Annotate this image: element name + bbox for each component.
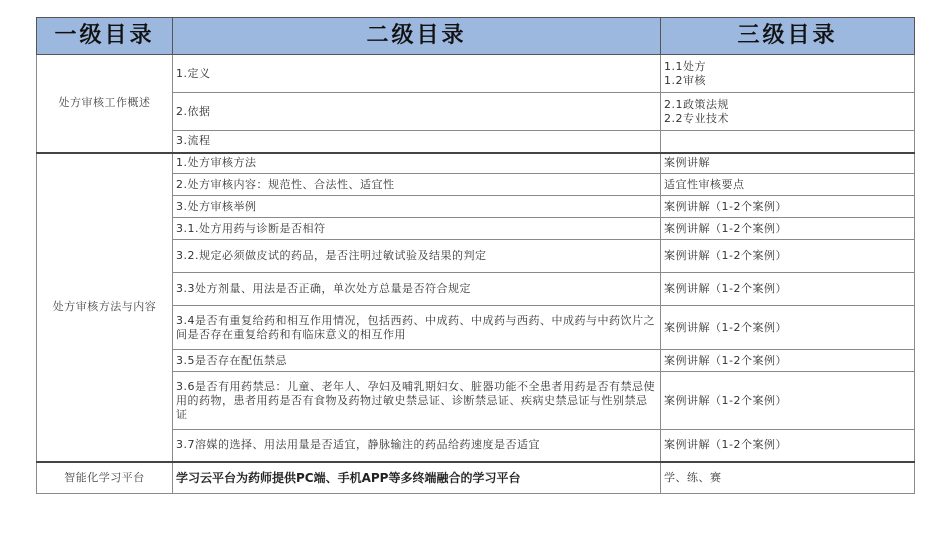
level3-cell: 案例讲解（1-2个案例）: [661, 306, 915, 350]
header-level2: 二级目录: [173, 18, 661, 55]
level3-cell: [661, 131, 915, 153]
course-outline-table: [36, 17, 915, 494]
level3-cell: 2.1政策法规 2.2专业技术: [661, 93, 915, 131]
level2-cell: 2.处方审核内容：规范性、合法性、适宜性: [173, 174, 661, 196]
level3-cell: 案例讲解: [661, 153, 915, 174]
level2-cell: 1.处方审核方法: [173, 153, 661, 174]
level3-cell: 案例讲解（1-2个案例）: [661, 430, 915, 462]
level3-cell: 1.1处方 1.2审核: [661, 55, 915, 93]
level2-cell: 3.1.处方用药与诊断是否相符: [173, 218, 661, 240]
table-row: [37, 153, 915, 174]
table-row: [37, 55, 915, 93]
level2-cell: 3.4是否有重复给药和相互作用情况，包括西药、中成药、中成药与西药、中成药与中药饮片之间是否存在重复给药和有临床意义的相互作用: [173, 306, 661, 350]
level3-cell: 案例讲解（1-2个案例）: [661, 372, 915, 430]
level2-cell: 2.依据: [173, 93, 661, 131]
level3-cell: 案例讲解（1-2个案例）: [661, 218, 915, 240]
level2-cell: 3.6是否有用药禁忌：儿童、老年人、孕妇及哺乳期妇女、脏器功能不全患者用药是否有禁忌使用的药物，患者用药是否有食物及药物过敏史禁忌证、诊断禁忌证、疾病史禁忌证与性别禁忌证: [173, 372, 661, 430]
header-level1: 一级目录: [37, 18, 173, 55]
level3-cell: 案例讲解（1-2个案例）: [661, 240, 915, 273]
level3-cell: 案例讲解（1-2个案例）: [661, 196, 915, 218]
header-row: [37, 18, 915, 55]
level3-cell: 案例讲解（1-2个案例）: [661, 273, 915, 306]
level2-cell: 3.处方审核举例: [173, 196, 661, 218]
level1-cell: 智能化学习平台: [37, 462, 173, 494]
level1-cell: 处方审核方法与内容: [37, 153, 173, 462]
level1-cell: 处方审核工作概述: [37, 55, 173, 153]
level2-cell: 学习云平台为药师提供PC端、手机APP等多终端融合的学习平台: [173, 462, 661, 494]
level2-cell: 3.2.规定必须做皮试的药品，是否注明过敏试验及结果的判定: [173, 240, 661, 273]
level2-cell: 3.3处方剂量、用法是否正确，单次处方总量是否符合规定: [173, 273, 661, 306]
level3-cell: 学、练、赛: [661, 462, 915, 494]
level3-cell: 案例讲解（1-2个案例）: [661, 350, 915, 372]
level2-cell: 3.流程: [173, 131, 661, 153]
level2-cell: 1.定义: [173, 55, 661, 93]
level2-cell: 3.5是否存在配伍禁忌: [173, 350, 661, 372]
level2-cell: 3.7溶媒的选择、用法用量是否适宜，静脉输注的药品给药速度是否适宜: [173, 430, 661, 462]
level3-cell: 适宜性审核要点: [661, 174, 915, 196]
header-level3: 三级目录: [661, 18, 915, 55]
table-row: [37, 462, 915, 494]
